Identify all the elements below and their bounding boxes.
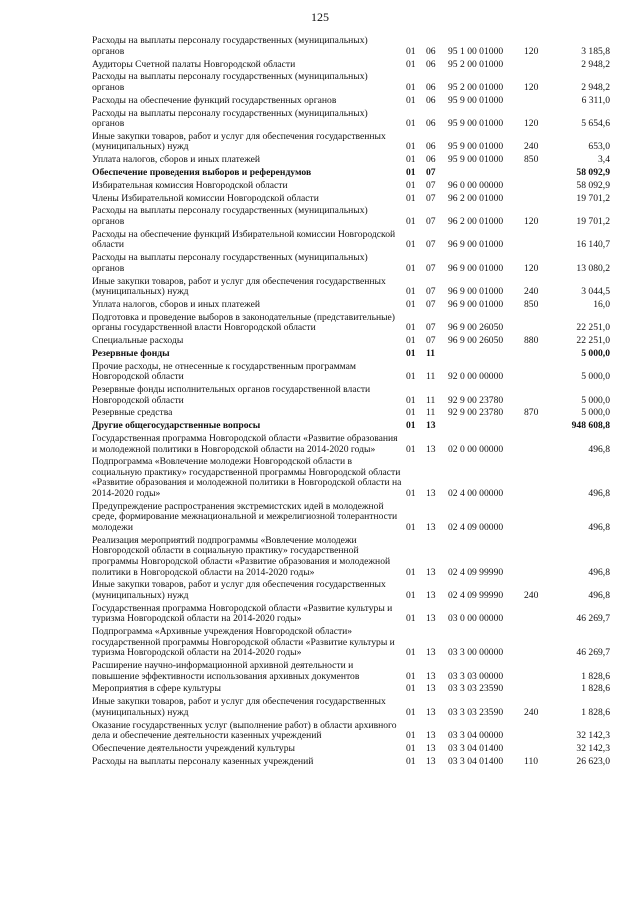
expense-type-code: 870 [524, 407, 539, 419]
amount: 22 251,0 [576, 335, 610, 347]
amount: 496,8 [588, 589, 610, 601]
table-row [92, 500, 610, 534]
subsection-code: 13 [426, 647, 436, 659]
target-article-code [448, 419, 524, 432]
expense-type-code [524, 179, 554, 192]
row-name: Подготовка и проведение выборов в законодательные (представительные) органы государственной власти Новгородской области [92, 311, 395, 334]
subsection-code: 13 [426, 589, 436, 601]
amount: 496,8 [588, 522, 610, 534]
target-article-code: 95 2 00 01000 [448, 81, 504, 93]
subsection-code: 13 [426, 755, 436, 767]
target-article-code: 03 3 00 00000 [448, 647, 504, 659]
subsection-code: 07 [426, 262, 436, 274]
expense-type-code [524, 742, 554, 755]
target-article-code: 03 3 04 00000 [448, 730, 504, 742]
row-name: Обеспечение деятельности учреждений культуры [92, 743, 295, 754]
subsection-code: 13 [426, 566, 436, 578]
row-name: Уплата налогов, сборов и иных платежей [92, 154, 261, 166]
section-code: 01 [406, 420, 416, 432]
table-section-row [92, 347, 610, 360]
table-row [92, 179, 610, 192]
amount: 26 623,0 [576, 755, 610, 767]
section-code: 01 [406, 81, 416, 93]
row-name: Расходы на выплаты персоналу казенных учреждений [92, 755, 314, 767]
row-name: Расходы на выплаты персоналу государственных (муниципальных) органов [92, 35, 368, 57]
subsection-code: 13 [426, 443, 436, 455]
subsection-code: 06 [426, 45, 436, 57]
expense-type-code: 240 [524, 589, 539, 601]
expense-type-code [524, 718, 554, 741]
section-code: 01 [406, 262, 416, 274]
amount: 3 185,8 [581, 45, 610, 57]
table-row [92, 534, 610, 579]
section-code: 01 [406, 192, 416, 204]
subsection-code: 13 [426, 743, 436, 754]
section-code: 01 [406, 94, 416, 106]
amount: 948 608,8 [571, 420, 610, 432]
target-article-code: 95 9 00 01000 [448, 118, 504, 130]
subsection-code: 07 [426, 215, 436, 227]
subsection-code: 07 [426, 192, 436, 204]
subsection-code: 07 [426, 335, 436, 347]
table-row [92, 742, 610, 755]
section-code: 01 [406, 743, 416, 754]
subsection-code: 11 [426, 371, 436, 383]
section-code: 01 [406, 589, 416, 601]
target-article-code: 03 3 03 00000 [448, 670, 504, 682]
expense-type-code: 120 [524, 215, 539, 227]
target-article-code: 02 0 00 00000 [448, 443, 504, 455]
expense-type-code: 850 [524, 154, 539, 166]
amount: 6 311,0 [581, 94, 610, 106]
target-article-code: 95 9 00 01000 [448, 94, 504, 106]
target-article-code: 02 4 09 99990 [448, 566, 504, 578]
expense-type-code: 240 [524, 286, 539, 298]
expense-type-code: 240 [524, 706, 539, 718]
target-article-code: 95 1 00 01000 [448, 45, 504, 57]
table-row [92, 228, 610, 251]
row-name: Резервные фонды [92, 347, 170, 359]
expense-type-code [524, 191, 554, 204]
amount: 19 701,2 [576, 192, 610, 204]
table-row [92, 204, 610, 227]
expense-type-code [524, 166, 554, 179]
section-code: 01 [406, 647, 416, 659]
subsection-code: 06 [426, 58, 436, 70]
row-name: Подпрограмма «Вовлечение молодежи Новгородской области в социальную практику» государственной программы Новгородской области «Развитие образования и молодежной политики в Новгородской области на 2014-2020 годы» [92, 456, 402, 500]
expense-type-code: 240 [524, 141, 539, 153]
expense-type-code [524, 625, 554, 659]
expense-type-code: 880 [524, 335, 539, 347]
row-name: Уплата налогов, сборов и иных платежей [92, 298, 261, 310]
target-article-code: 96 9 00 01000 [448, 286, 504, 298]
expense-type-code [524, 347, 554, 360]
row-name: Подпрограмма «Архивные учреждения Новгородской области» государственной программы Новгородской области «Развитие культуры и туризма Новгородской области на 2014-2020 годы» [92, 626, 395, 659]
amount: 496,8 [588, 566, 610, 578]
amount: 58 092,9 [576, 179, 610, 191]
section-code: 01 [406, 239, 416, 251]
subsection-code: 06 [426, 141, 436, 153]
section-code: 01 [406, 613, 416, 625]
subsection-code: 13 [426, 420, 436, 432]
expense-type-code: 850 [524, 298, 539, 310]
expense-type-code [524, 500, 554, 534]
section-code: 01 [406, 179, 416, 191]
row-name: Расходы на выплаты персоналу государственных (муниципальных) органов [92, 205, 368, 227]
amount: 5 000,0 [581, 371, 610, 383]
expense-type-code: 120 [524, 262, 539, 274]
section-code: 01 [406, 141, 416, 153]
amount: 653,0 [588, 141, 610, 153]
table-row [92, 274, 610, 297]
table-row [92, 602, 610, 625]
target-article-code [448, 166, 524, 179]
section-code: 01 [406, 730, 416, 742]
target-article-code: 95 9 00 01000 [448, 154, 504, 166]
amount: 5 000,0 [581, 347, 610, 359]
table-row [92, 70, 610, 93]
table-row [92, 455, 610, 500]
expense-type-code: 120 [524, 118, 539, 130]
table-row [92, 406, 610, 419]
page-number: 125 [311, 10, 329, 24]
expense-type-code [524, 359, 554, 382]
table-row [92, 57, 610, 70]
subsection-code: 07 [426, 286, 436, 298]
target-article-code: 96 9 00 26050 [448, 322, 504, 334]
section-code: 01 [406, 394, 416, 406]
section-code: 01 [406, 407, 416, 419]
target-article-code [448, 347, 524, 360]
section-code: 01 [406, 118, 416, 130]
row-name: Оказание государственных услуг (выполнение работ) в области архивного дела и обеспечение деятельности казенных учреждений [92, 719, 397, 742]
subsection-code: 13 [426, 730, 436, 742]
row-name: Предупреждение распространения экстремистских идей в молодежной среде, формирование межнациональной и межрелигиозной толерантности молодежи [92, 500, 398, 534]
section-code: 01 [406, 522, 416, 534]
amount: 16,0 [593, 298, 610, 310]
expense-type-code [524, 94, 554, 107]
subsection-code: 07 [426, 167, 436, 179]
table-row [92, 359, 610, 382]
row-name: Аудиторы Счетной палаты Новгородской области [92, 58, 296, 70]
amount: 3,4 [598, 154, 610, 166]
amount: 13 080,2 [576, 262, 610, 274]
target-article-code: 95 9 00 01000 [448, 141, 504, 153]
row-name: Государственная программа Новгородской области «Развитие культуры и туризма Новгородской области на 2014-2020 годы» [92, 602, 393, 625]
target-article-code: 03 0 00 00000 [448, 613, 504, 625]
row-name: Иные закупки товаров, работ и услуг для обеспечения государственных (муниципальных) нужд [92, 579, 386, 601]
target-article-code: 92 9 00 23780 [448, 407, 504, 419]
expense-type-code [524, 419, 554, 432]
table-row [92, 153, 610, 166]
target-article-code: 96 9 00 01000 [448, 239, 504, 251]
section-code: 01 [406, 566, 416, 578]
expense-type-code [524, 659, 554, 682]
target-article-code: 96 0 00 00000 [448, 179, 504, 191]
row-name: Специальные расходы [92, 335, 184, 347]
row-name: Резервные средства [92, 407, 173, 419]
table-row [92, 251, 610, 274]
table-row [92, 432, 610, 455]
table-row [92, 682, 610, 695]
amount: 32 142,3 [576, 730, 610, 742]
row-name: Члены Избирательной комиссии Новгородской области [92, 192, 319, 204]
table-row [92, 659, 610, 682]
section-code: 01 [406, 322, 416, 334]
subsection-code: 11 [426, 347, 436, 359]
row-name: Иные закупки товаров, работ и услуг для обеспечения государственных (муниципальных) нужд [92, 275, 386, 298]
amount: 19 701,2 [576, 215, 610, 227]
section-code: 01 [406, 347, 416, 359]
target-article-code: 03 3 03 23590 [448, 706, 504, 718]
target-article-code: 02 4 09 00000 [448, 522, 504, 534]
target-article-code: 96 9 00 01000 [448, 262, 504, 274]
target-article-code: 02 4 00 00000 [448, 488, 504, 500]
row-name: Другие общегосударственные вопросы [92, 420, 261, 432]
table-row [92, 718, 610, 741]
row-name: Избирательная комиссия Новгородской области [92, 179, 288, 191]
expense-type-code [524, 432, 554, 455]
section-code: 01 [406, 706, 416, 718]
amount: 496,8 [588, 443, 610, 455]
table-row [92, 34, 610, 57]
expense-type-code [524, 383, 554, 406]
amount: 1 828,6 [581, 683, 610, 695]
expense-type-code [524, 57, 554, 70]
subsection-code: 11 [426, 407, 436, 419]
row-name: Иные закупки товаров, работ и услуг для обеспечения государственных (муниципальных) нужд [92, 696, 386, 718]
table-row [92, 94, 610, 107]
subsection-code: 06 [426, 81, 436, 93]
section-code: 01 [406, 488, 416, 500]
amount: 1 828,6 [581, 706, 610, 718]
expense-type-code [524, 682, 554, 695]
section-code: 01 [406, 58, 416, 70]
table-row [92, 130, 610, 153]
section-code: 01 [406, 755, 416, 767]
row-name: Резервные фонды исполнительных органов государственной власти Новгородской области [92, 383, 371, 406]
target-article-code: 95 2 00 01000 [448, 58, 504, 70]
row-name: Расходы на выплаты персоналу государственных (муниципальных) органов [92, 252, 368, 274]
row-name: Мероприятия в сфере культуры [92, 683, 221, 695]
subsection-code: 13 [426, 522, 436, 534]
row-name: Расширение научно-информационной архивной деятельности и повышение эффективности использования архивных документов [92, 660, 360, 682]
amount: 496,8 [588, 488, 610, 500]
section-code: 01 [406, 298, 416, 310]
row-name: Прочие расходы, не отнесенные к государственным программам Новгородской области [92, 360, 356, 383]
row-name: Иные закупки товаров, работ и услуг для обеспечения государственных (муниципальных) нужд [92, 130, 386, 153]
subsection-code: 06 [426, 118, 436, 130]
table-row [92, 578, 610, 601]
table-row [92, 106, 610, 129]
table-section-row [92, 166, 610, 179]
section-code: 01 [406, 154, 416, 166]
table-row [92, 625, 610, 659]
target-article-code: 92 9 00 23780 [448, 394, 504, 406]
amount: 5 654,6 [581, 118, 610, 130]
row-name: Государственная программа Новгородской области «Развитие образования и молодежной политики в Новгородской области на 2014-2020 годы» [92, 432, 398, 455]
amount: 2 948,2 [581, 58, 610, 70]
table-row [92, 755, 610, 768]
amount: 5 000,0 [581, 394, 610, 406]
table-row [92, 334, 610, 347]
row-name: Расходы на выплаты персоналу государственных (муниципальных) органов [92, 71, 368, 93]
subsection-code: 13 [426, 488, 436, 500]
subsection-code: 07 [426, 322, 436, 334]
table-row [92, 695, 610, 718]
amount: 46 269,7 [576, 613, 610, 625]
amount: 32 142,3 [576, 743, 610, 754]
section-code: 01 [406, 167, 416, 179]
row-name: Реализация мероприятий подпрограммы «Вовлечение молодежи Новгородской области в социальную практику» государственной программы Новгородской области «Развитие образования и молодежной политики в Новгородской области на 2014-2020 годы» [92, 534, 391, 578]
subsection-code: 06 [426, 154, 436, 166]
subsection-code: 13 [426, 613, 436, 625]
row-name: Обеспечение проведения выборов и референдумов [92, 167, 312, 179]
target-article-code: 03 3 04 01400 [448, 755, 504, 767]
expense-type-code [524, 602, 554, 625]
amount: 16 140,7 [576, 239, 610, 251]
amount: 22 251,0 [576, 322, 610, 334]
budget-table [92, 34, 610, 767]
subsection-code: 07 [426, 239, 436, 251]
subsection-code: 06 [426, 94, 436, 106]
target-article-code: 03 3 03 23590 [448, 683, 504, 695]
subsection-code: 07 [426, 298, 436, 310]
subsection-code: 13 [426, 683, 436, 695]
table-row [92, 298, 610, 311]
amount: 46 269,7 [576, 647, 610, 659]
amount: 58 092,9 [576, 167, 610, 179]
target-article-code: 96 9 00 01000 [448, 298, 504, 310]
target-article-code: 02 4 09 99990 [448, 589, 504, 601]
subsection-code: 11 [426, 394, 436, 406]
subsection-code: 07 [426, 179, 436, 191]
row-name: Расходы на выплаты персоналу государственных (муниципальных) органов [92, 107, 368, 130]
expense-type-code [524, 455, 554, 500]
expense-type-code: 120 [524, 45, 539, 57]
target-article-code: 96 2 00 01000 [448, 215, 504, 227]
expense-type-code [524, 534, 554, 579]
row-name: Расходы на обеспечение функций государственных органов [92, 94, 337, 106]
target-article-code: 92 0 00 00000 [448, 371, 504, 383]
section-code: 01 [406, 443, 416, 455]
section-code: 01 [406, 670, 416, 682]
expense-type-code: 120 [524, 81, 539, 93]
expense-type-code [524, 310, 554, 333]
subsection-code: 13 [426, 706, 436, 718]
section-code: 01 [406, 215, 416, 227]
subsection-code: 13 [426, 670, 436, 682]
section-code: 01 [406, 335, 416, 347]
amount: 5 000,0 [581, 407, 610, 419]
section-code: 01 [406, 45, 416, 57]
expense-type-code: 110 [524, 755, 539, 767]
table-row [92, 310, 610, 333]
target-article-code: 96 2 00 01000 [448, 192, 504, 204]
expense-type-code [524, 228, 554, 251]
table-section-row [92, 419, 610, 432]
table-row [92, 383, 610, 406]
table-row [92, 191, 610, 204]
section-code: 01 [406, 683, 416, 695]
table-body [92, 34, 610, 767]
target-article-code: 96 9 00 26050 [448, 335, 504, 347]
section-code: 01 [406, 371, 416, 383]
target-article-code: 03 3 04 01400 [448, 743, 504, 754]
amount: 1 828,6 [581, 670, 610, 682]
amount: 2 948,2 [581, 81, 610, 93]
section-code: 01 [406, 286, 416, 298]
row-name: Расходы на обеспечение функций Избирательной комиссии Новгородской области [92, 228, 396, 251]
amount: 3 044,5 [581, 286, 610, 298]
